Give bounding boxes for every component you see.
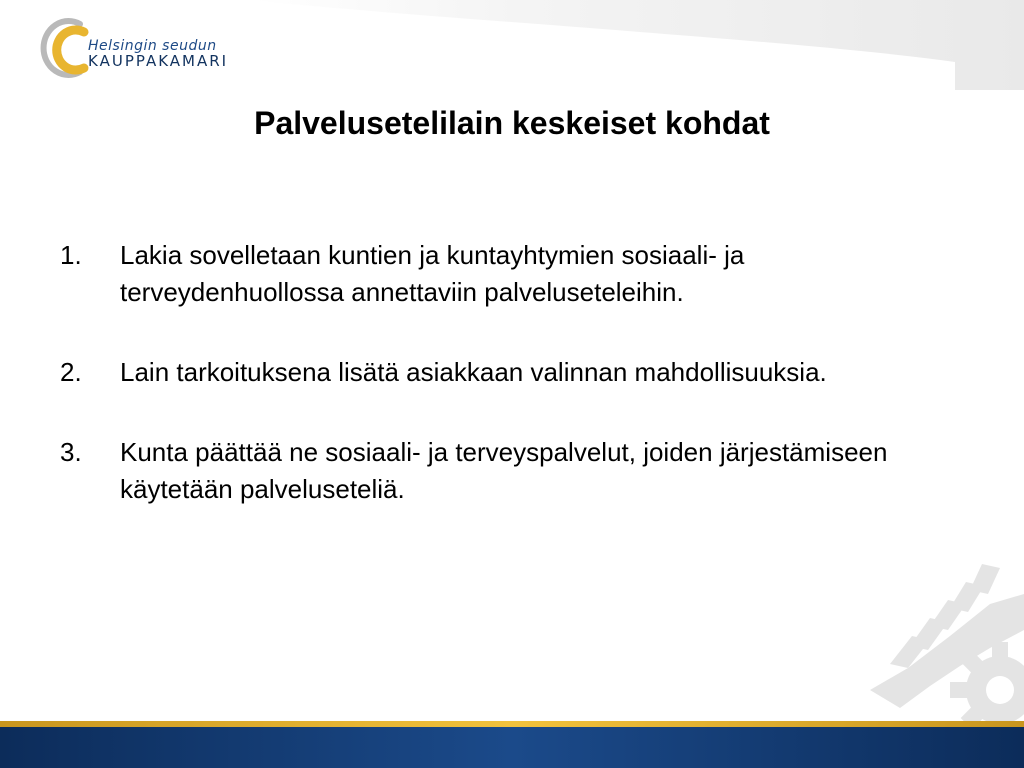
list-item-text: Kunta päättää ne sosiaali- ja terveyspalvelut, joiden järjestämiseen käytetään palveluseteliä. bbox=[120, 437, 888, 504]
logo-c-mark-icon bbox=[36, 14, 96, 84]
slide-title: Palvelusetelilain keskeiset kohdat bbox=[254, 105, 770, 141]
list-item-number: 1. bbox=[60, 240, 82, 270]
content-list bbox=[60, 237, 960, 551]
logo-text-line2: KAUPPAKAMARI bbox=[88, 52, 229, 70]
logo-text-line1: Helsingin seudun bbox=[88, 38, 217, 54]
list-item bbox=[60, 354, 960, 391]
list-item-text: Lain tarkoituksena lisätä asiakkaan valinnan mahdollisuuksia. bbox=[120, 357, 827, 387]
list-item-number: 3. bbox=[60, 437, 82, 467]
kauppakamari-logo bbox=[36, 14, 266, 86]
list-item bbox=[60, 237, 960, 311]
list-item-text: Lakia sovelletaan kuntien ja kuntayhtymien sosiaali- ja terveydenhuollossa annettaviin palveluseteleihin. bbox=[120, 240, 745, 307]
footer-blue-bar bbox=[0, 727, 1024, 768]
list-item-number: 2. bbox=[60, 357, 82, 387]
bird-gear-watermark-icon bbox=[850, 560, 1024, 722]
list-item bbox=[60, 434, 960, 508]
